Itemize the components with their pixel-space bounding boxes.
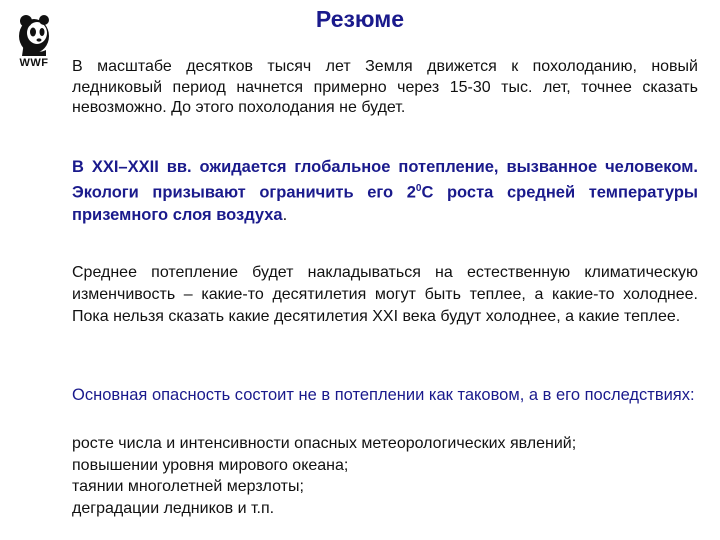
p2-text-before: В XXI–XXII вв. ожидается глобальное потепление, вызванное человеком. Экологи призывают ограничить его 2 (72, 158, 698, 202)
logo-text: WWF (19, 57, 49, 69)
page-title: Резюме (315, 6, 405, 32)
p2-period: . (282, 205, 288, 224)
paragraph-global-warming (72, 156, 698, 226)
consequences-list (72, 433, 712, 519)
list-item: повышении уровня мирового океана; (72, 456, 349, 474)
list-item: росте числа и интенсивности опасных метеорологических явлений; (72, 435, 577, 452)
paragraph-variability: Среднее потепление будет накладываться на естественную климатическую изменчивость – какие-то десятилетия могут быть теплее, а какие-то холоднее. Пока нельзя сказать какие десятилетия XXI века будут холоднее, а какие теплее. (72, 264, 698, 325)
paragraph-main-danger: Основная опасность состоит не в потеплении как таковом, а в его последствиях: (72, 386, 695, 404)
list-item: деградации ледников и т.п. (72, 499, 275, 517)
degree-sup: 0 (415, 183, 422, 194)
list-item: таянии многолетней мерзлоты; (72, 478, 304, 495)
paragraph-ice-age: В масштабе десятков тысяч лет Земля движется к похолоданию, новый ледниковый период начнется примерно через 15-30 тыс. лет, точнее сказать невозможно. До этого похолодания не будет. (72, 58, 698, 116)
p2-text-after: С роста средней температуры приземного слоя воздуха (72, 183, 698, 224)
